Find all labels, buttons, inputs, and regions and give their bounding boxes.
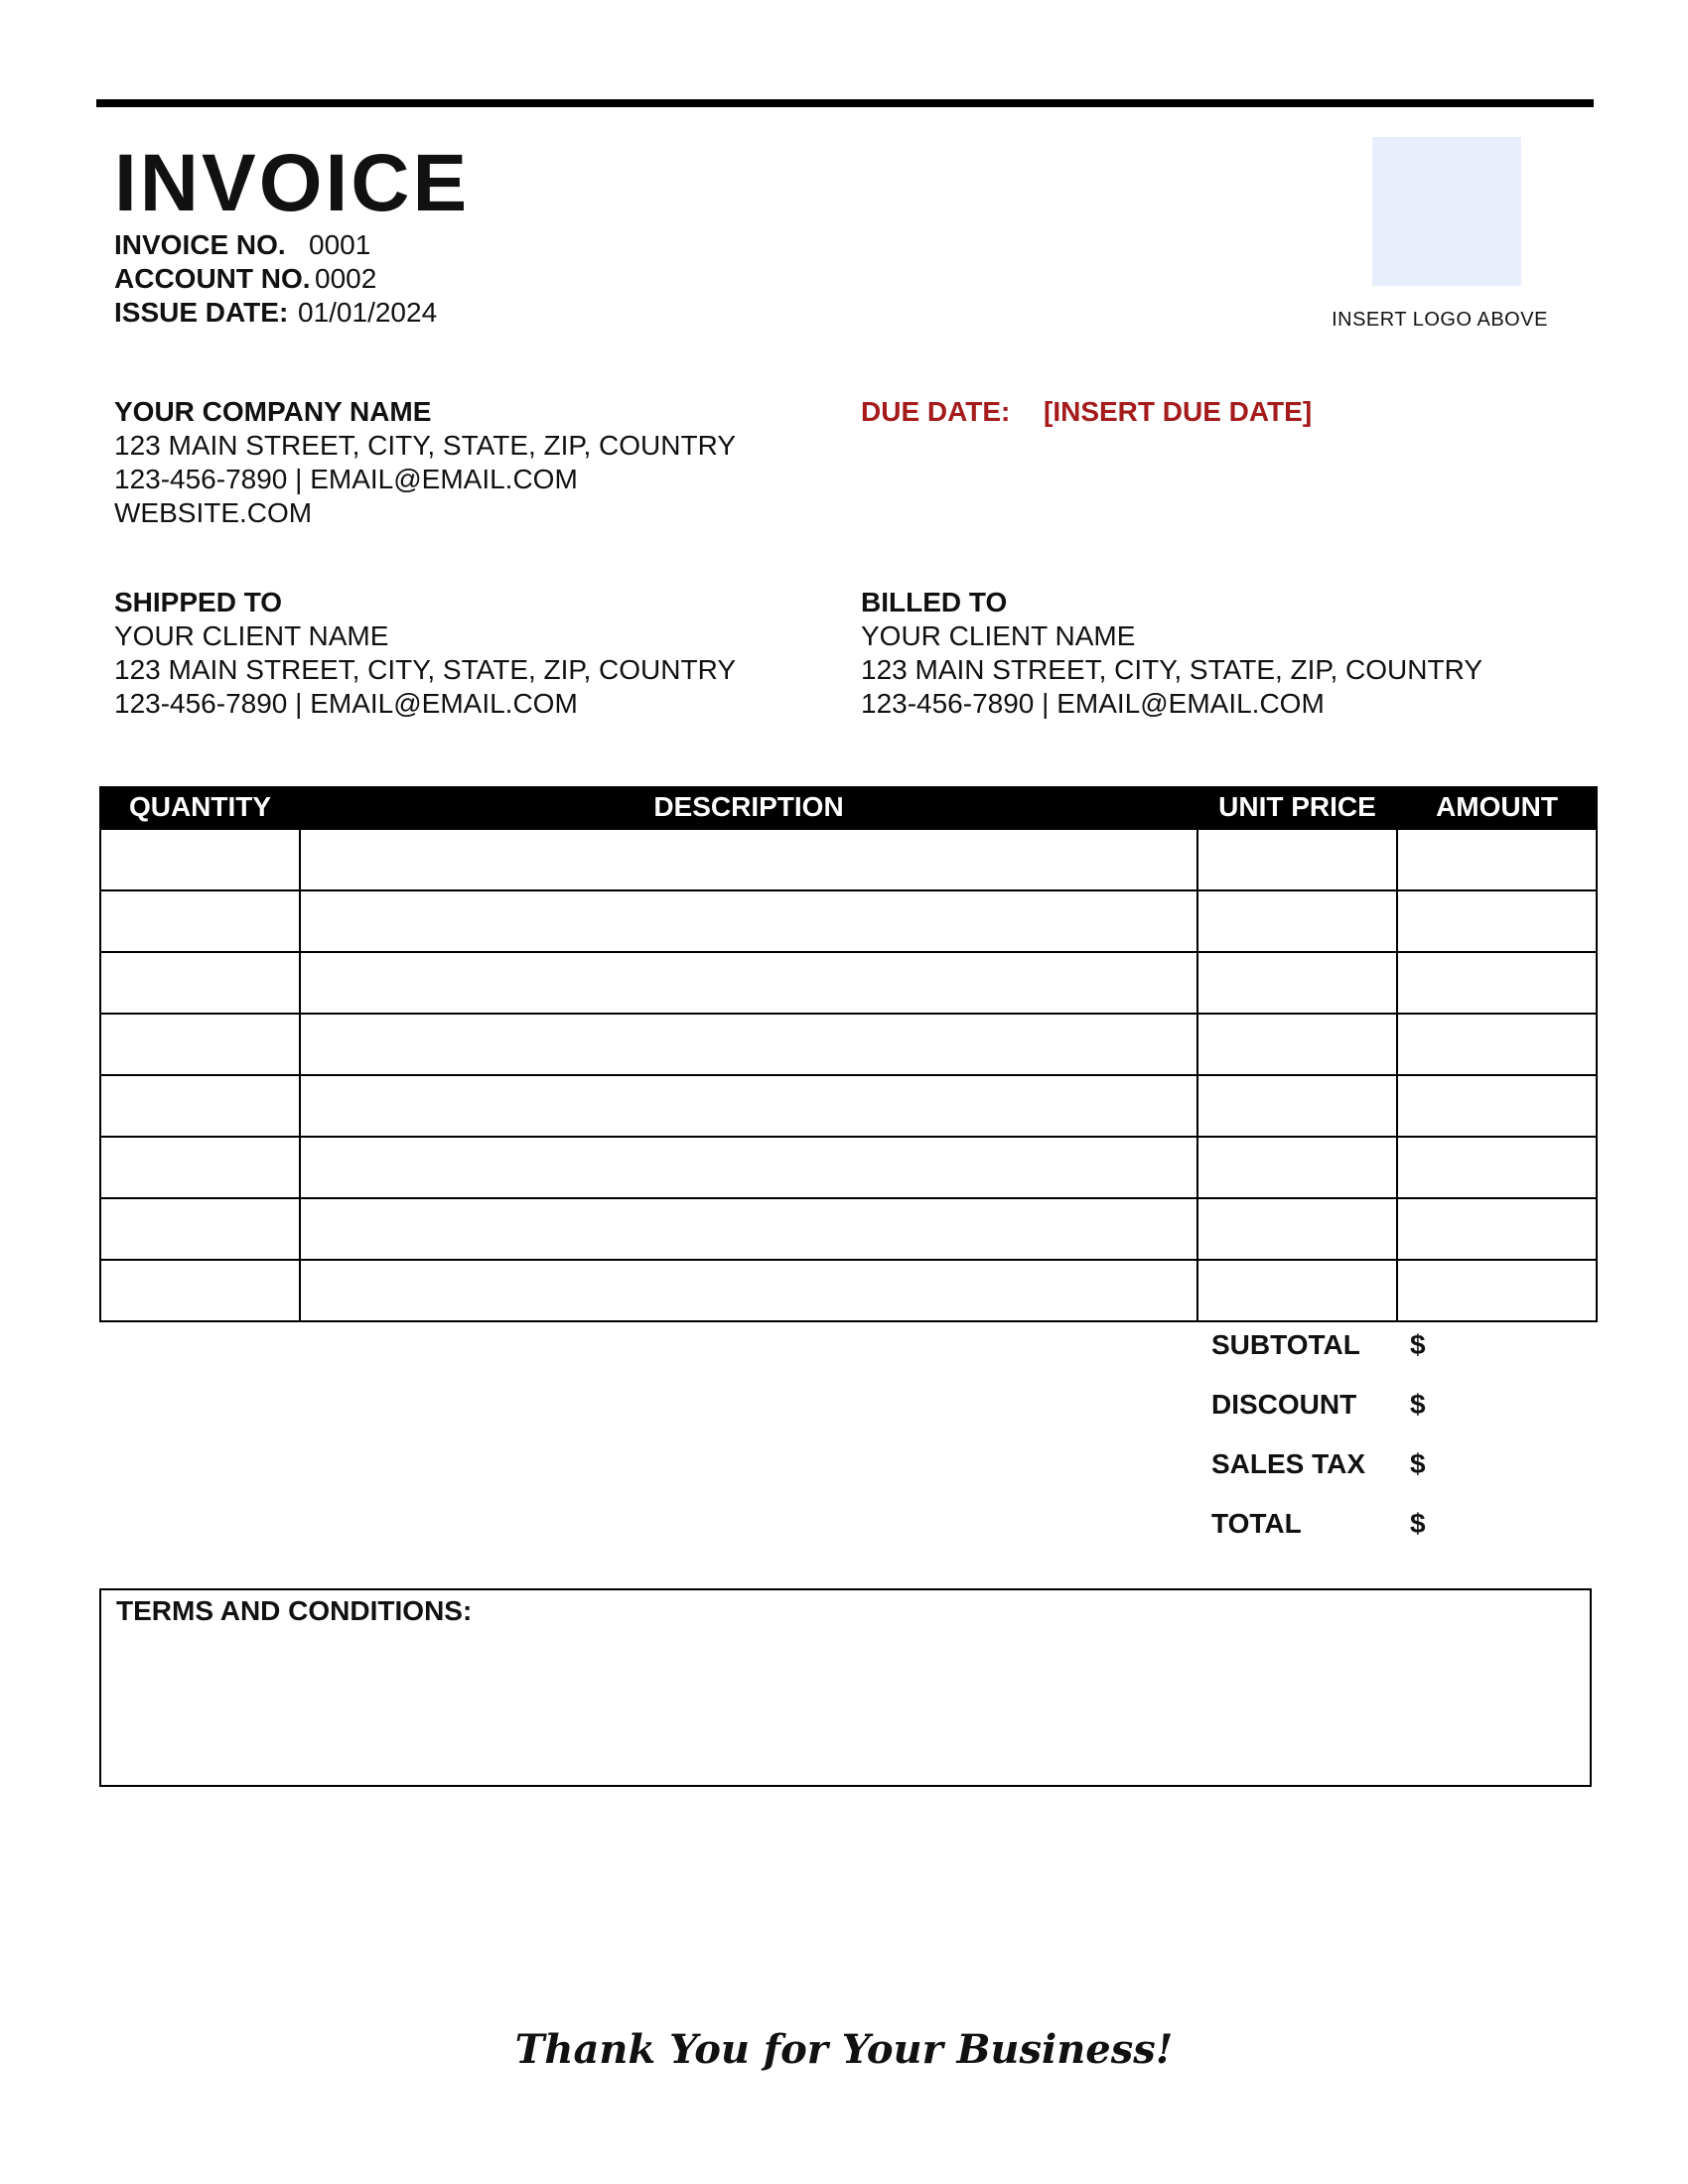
totals-row (1211, 1328, 1426, 1388)
quantity-cell[interactable] (100, 952, 300, 1014)
description-cell[interactable] (300, 1075, 1197, 1137)
description-cell[interactable] (300, 1137, 1197, 1198)
amount-header: AMOUNT (1397, 786, 1597, 829)
totals-value[interactable]: $ (1410, 1389, 1426, 1420)
quantity-cell[interactable] (100, 1014, 300, 1075)
logo-caption: INSERT LOGO ABOVE (1332, 309, 1548, 331)
invoice-title: INVOICE (114, 138, 471, 228)
billed-to (861, 586, 1482, 721)
description-cell[interactable] (300, 890, 1197, 952)
quantity-header: QUANTITY (100, 786, 300, 829)
unit-price-cell[interactable] (1197, 1260, 1397, 1321)
description-cell[interactable] (300, 1260, 1197, 1321)
billed-to-contact[interactable]: 123-456-7890 | EMAIL@EMAIL.COM (861, 688, 1325, 719)
totals-row (1211, 1388, 1426, 1447)
amount-cell[interactable] (1397, 1198, 1597, 1260)
totals-value[interactable]: $ (1410, 1329, 1426, 1360)
invoice-number-value[interactable]: 0001 (309, 229, 371, 260)
account-number-label: ACCOUNT NO. (114, 263, 311, 294)
line-items-table (99, 786, 1598, 1322)
billed-to-address[interactable]: 123 MAIN STREET, CITY, STATE, ZIP, COUNTRY (861, 654, 1482, 685)
description-cell[interactable] (300, 829, 1197, 890)
company-info (114, 395, 736, 530)
totals-label: TOTAL (1211, 1508, 1302, 1539)
company-address[interactable]: 123 MAIN STREET, CITY, STATE, ZIP, COUNTRY (114, 430, 736, 461)
totals-row (1211, 1507, 1426, 1567)
due-date-label: DUE DATE: (861, 396, 1011, 427)
account-number-row (114, 262, 437, 296)
company-website[interactable]: WEBSITE.COM (114, 497, 313, 528)
unit-price-cell[interactable] (1197, 1137, 1397, 1198)
unit-price-cell[interactable] (1197, 829, 1397, 890)
quantity-cell[interactable] (100, 890, 300, 952)
table-row (100, 829, 1597, 890)
top-divider (96, 99, 1594, 107)
amount-cell[interactable] (1397, 829, 1597, 890)
billed-to-name[interactable]: YOUR CLIENT NAME (861, 620, 1136, 651)
table-row (100, 1014, 1597, 1075)
shipped-to-contact[interactable]: 123-456-7890 | EMAIL@EMAIL.COM (114, 688, 578, 719)
shipped-to-name[interactable]: YOUR CLIENT NAME (114, 620, 389, 651)
amount-cell[interactable] (1397, 890, 1597, 952)
amount-cell[interactable] (1397, 1075, 1597, 1137)
totals-block (1211, 1328, 1426, 1567)
shipped-to (114, 586, 736, 721)
amount-cell[interactable] (1397, 1014, 1597, 1075)
table-header-row (100, 786, 1597, 829)
table-row (100, 952, 1597, 1014)
description-cell[interactable] (300, 1014, 1197, 1075)
invoice-number-row (114, 228, 437, 262)
description-cell[interactable] (300, 952, 1197, 1014)
totals-label: DISCOUNT (1211, 1389, 1357, 1420)
table-row (100, 1075, 1597, 1137)
company-name[interactable]: YOUR COMPANY NAME (114, 396, 432, 427)
unit-price-cell[interactable] (1197, 1075, 1397, 1137)
thank-you-message: Thank You for Your Business! (514, 2026, 1174, 2073)
logo-placeholder[interactable] (1372, 137, 1521, 286)
billed-to-title: BILLED TO (861, 587, 1008, 617)
shipped-to-title: SHIPPED TO (114, 587, 283, 617)
unit-price-cell[interactable] (1197, 1198, 1397, 1260)
table-row (100, 890, 1597, 952)
description-cell[interactable] (300, 1198, 1197, 1260)
shipped-to-address[interactable]: 123 MAIN STREET, CITY, STATE, ZIP, COUNTRY (114, 654, 736, 685)
quantity-cell[interactable] (100, 1260, 300, 1321)
table-row (100, 1198, 1597, 1260)
unit-price-cell[interactable] (1197, 952, 1397, 1014)
table-row (100, 1137, 1597, 1198)
issue-date-value[interactable]: 01/01/2024 (298, 297, 438, 328)
totals-label: SUBTOTAL (1211, 1329, 1360, 1360)
totals-label: SALES TAX (1211, 1448, 1366, 1479)
unit-price-cell[interactable] (1197, 890, 1397, 952)
quantity-cell[interactable] (100, 1137, 300, 1198)
table-row (100, 1260, 1597, 1321)
quantity-cell[interactable] (100, 1075, 300, 1137)
amount-cell[interactable] (1397, 952, 1597, 1014)
unit-price-cell[interactable] (1197, 1014, 1397, 1075)
due-date-value[interactable]: [INSERT DUE DATE] (1044, 396, 1313, 427)
unit-price-header: UNIT PRICE (1197, 786, 1397, 829)
amount-cell[interactable] (1397, 1137, 1597, 1198)
account-number-value[interactable]: 0002 (315, 263, 377, 294)
totals-value[interactable]: $ (1410, 1448, 1426, 1479)
issue-date-row (114, 296, 437, 330)
company-contact[interactable]: 123-456-7890 | EMAIL@EMAIL.COM (114, 464, 578, 494)
terms-box[interactable] (99, 1588, 1592, 1787)
totals-row (1211, 1447, 1426, 1507)
totals-value[interactable]: $ (1410, 1508, 1426, 1539)
invoice-number-label: INVOICE NO. (114, 229, 286, 260)
description-header: DESCRIPTION (300, 786, 1197, 829)
quantity-cell[interactable] (100, 1198, 300, 1260)
invoice-meta (114, 228, 437, 330)
due-date (861, 395, 1312, 429)
line-items-body (100, 829, 1597, 1321)
terms-label: TERMS AND CONDITIONS: (116, 1595, 473, 1626)
issue-date-label: ISSUE DATE: (114, 297, 289, 328)
amount-cell[interactable] (1397, 1260, 1597, 1321)
quantity-cell[interactable] (100, 829, 300, 890)
